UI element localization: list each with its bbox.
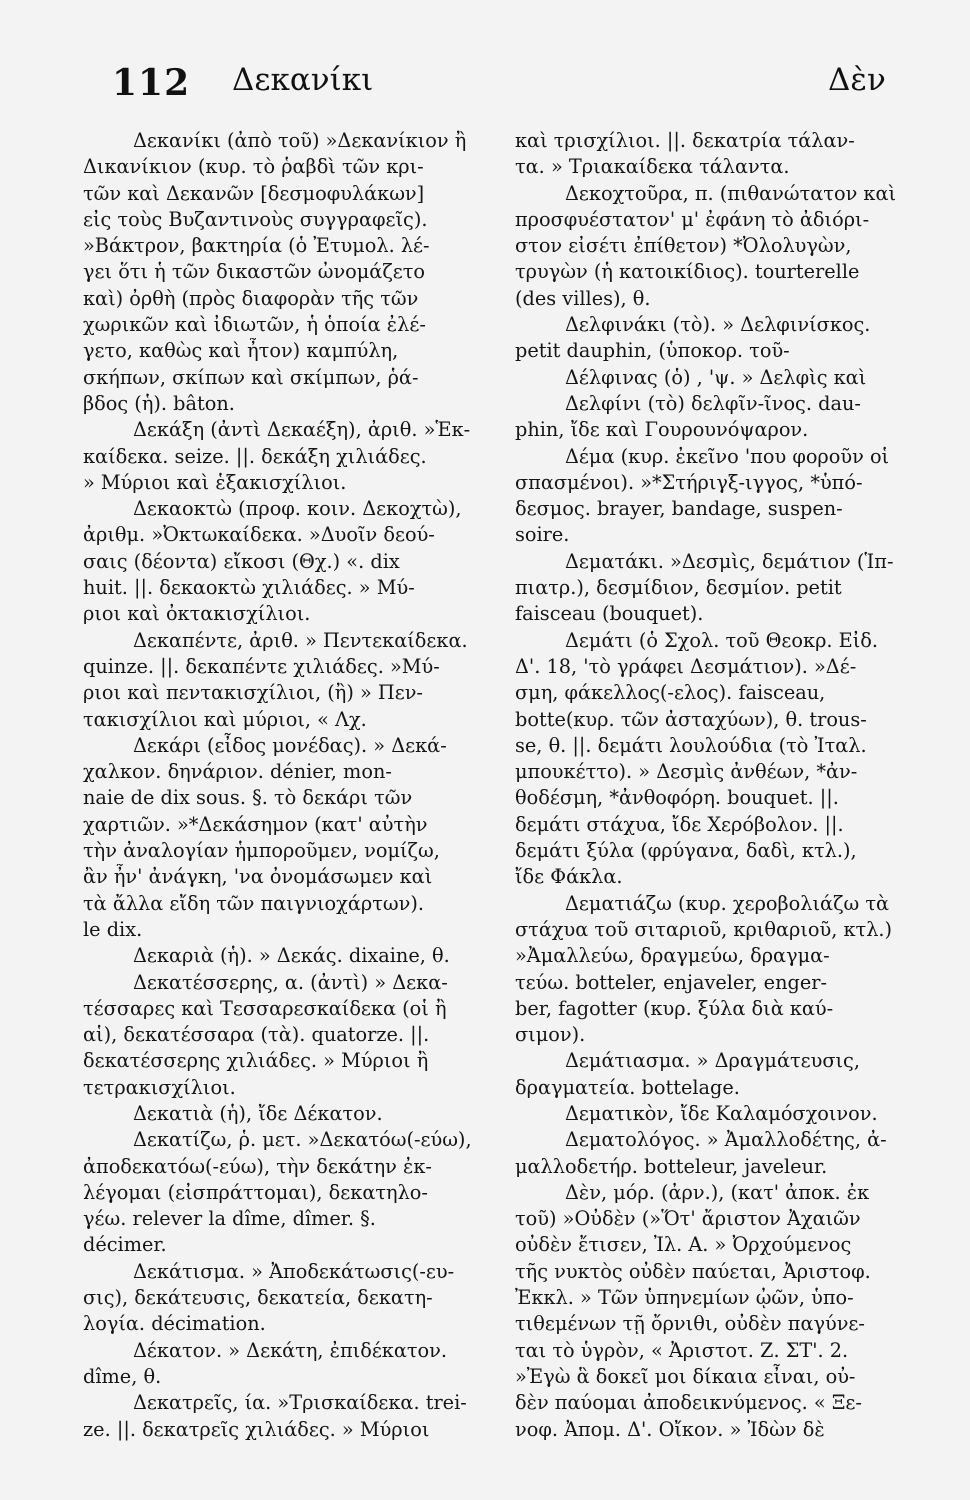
- text-line: στάχυα τοῦ σιταριοῦ, κριθαριοῦ, κτλ.): [515, 917, 893, 941]
- text-line: χαρτιῶν. »*Δεκάσημον (κατ' αὐτὴν: [83, 812, 428, 836]
- text-line: naie de dix sous. §. τὸ δεκάρι τῶν: [83, 786, 413, 810]
- text-line: τεύω. botteler, enjaveler, enger-: [515, 970, 828, 994]
- text-line: θοδέσμη, *ἀνθοφόρη. bouquet. ||.: [515, 786, 839, 810]
- text-line: Δεκατρεῖς, ία. »Τρισκαίδεκα. trei-: [133, 1391, 467, 1415]
- text-line: τετρακισχίλιοι.: [83, 1075, 236, 1099]
- text-line: δεμάτι στάχυα, ἴδε Χερόβολον. ||.: [515, 812, 844, 836]
- text-line: λογία. décimation.: [83, 1312, 266, 1336]
- text-line: ἀριθμ. »Ὀκτωκαίδεκα. »Δυοῖν δεού-: [83, 523, 435, 547]
- text-line: καὶ) ὀρθὴ (πρὸς διαφορὰν τῆς τῶν: [83, 286, 419, 310]
- text-line: Δεκάξη (ἀντὶ Δεκαέξη), ἀριθ. »Ἑκ-: [133, 418, 471, 442]
- text-line: τῶν καὶ Δεκανῶν [δεσμοφυλάκων]: [83, 181, 425, 205]
- text-line: »Ἀμαλλεύω, δραγμεύω, δραγμα-: [515, 944, 830, 968]
- text-line: Δεκάτισμα. » Ἀποδεκάτωσις(-ευ-: [133, 1259, 455, 1283]
- text-line: huit. ||. δεκαοκτὼ χιλιάδες. » Μύ-: [83, 576, 415, 600]
- text-line: δραγματεία. bottelage.: [515, 1075, 740, 1099]
- text-line: botte(κυρ. τῶν ἀσταχύων), θ. trous-: [515, 707, 867, 731]
- text-line: σις), δεκάτευσις, δεκατεία, δεκατη-: [83, 1286, 433, 1310]
- text-line: πιατρ.), δεσμίδιον, δεσμίον. petit: [515, 576, 842, 600]
- text-line: ἀποδεκατόω(-εύω), τὴν δεκάτην ἐκ-: [83, 1154, 432, 1178]
- text-line: (des villes), θ.: [515, 286, 651, 310]
- text-line: γέω. relever la dîme, dîmer. §.: [83, 1207, 376, 1231]
- text-line: ze. ||. δεκατρεῖς χιλιάδες. » Μύριοι: [83, 1417, 430, 1441]
- left-guide-word: Δεκανίκι: [232, 62, 374, 98]
- text-line: Δέκατον. » Δεκάτη, ἐπιδέκατον.: [133, 1338, 447, 1362]
- text-line: Δεκαπέντε, ἀριθ. » Πεντεκαίδεκα.: [133, 628, 468, 652]
- text-line: »Βάκτρον, βακτηρία (ὁ Ἐτυμολ. λέ-: [83, 234, 430, 258]
- text-line: δεκατέσσερης χιλιάδες. » Μύριοι ἢ: [83, 1049, 429, 1073]
- text-line: γει ὅτι ἡ τῶν δικαστῶν ὠνομάζετο: [83, 260, 426, 284]
- text-line: phin, ἴδε καὶ Γουρουνόψαρον.: [515, 418, 809, 442]
- text-line: καίδεκα. seize. ||. δεκάξη χιλιάδες.: [83, 444, 427, 468]
- text-line: dîme, θ.: [83, 1364, 162, 1388]
- text-line: faisceau (bouquet).: [515, 602, 704, 626]
- text-line: Δὲν, μόρ. (ἀρν.), (κατ' ἀποκ. ἐκ: [565, 1180, 870, 1204]
- text-line: Δεκατιὰ (ἡ), ἴδε Δέκατον.: [133, 1101, 383, 1125]
- text-line: Δεμάτιασμα. » Δραγμάτευσις,: [565, 1049, 860, 1073]
- text-line: στον εἰσέτι ἐπίθετον) *Ὀλολυγὼν,: [515, 234, 852, 258]
- text-line: ριοι καὶ ὀκτακισχίλιοι.: [83, 602, 311, 626]
- text-line: Δελφινάκι (τὸ). » Δελφινίσκος.: [565, 313, 871, 337]
- text-line: μπουκέττο). » Δεσμὶς ἀνθέων, *ἀν-: [515, 760, 858, 784]
- text-line: Δεμάτι (ὁ Σχολ. τοῦ Θεοκρ. Εἰδ.: [565, 628, 879, 652]
- text-line: Δέλφινας (ὁ) , 'ψ. » Δελφὶς καὶ: [565, 365, 867, 389]
- text-line: décimer.: [83, 1233, 167, 1257]
- text-line: τὰ ἄλλα εἴδη τῶν παιγνιοχάρτων).: [83, 891, 424, 915]
- text-line: οὐδὲν ἔτισεν, Ἰλ. Α. » Ὀρχούμενος: [515, 1233, 852, 1257]
- text-line: se, θ. ||. δεμάτι λουλούδια (τὸ Ἰταλ.: [515, 733, 867, 757]
- text-line: Δεματικὸν, ἴδε Καλαμόσχοινον.: [565, 1101, 878, 1125]
- text-line: βδος (ἡ). bâton.: [83, 391, 235, 415]
- text-line: σαις (δέοντα) εἴκοσι (Θχ.) «. dix: [83, 549, 400, 573]
- text-line: δεσμος. brayer, bandage, suspen-: [515, 497, 843, 521]
- right-guide-word: Δὲν: [828, 62, 886, 98]
- text-line: τὴν ἀναλογίαν ἡμποροῦμεν, νομίζω,: [83, 839, 440, 863]
- text-line: χαλκον. δηνάριον. dénier, mon-: [83, 760, 392, 784]
- text-line: Δεκάρι (εἶδος μονέδας). » Δεκά-: [133, 733, 447, 757]
- text-line: Δεματάκι. »Δεσμὶς, δεμάτιον (Ἱπ-: [565, 549, 894, 573]
- text-line: σπασμένοι). »*Στήριγξ-ιγγος, *ὑπό-: [515, 470, 863, 494]
- text-line: σκήπων, σκίπων καὶ σκίμπων, ῥά-: [83, 365, 419, 389]
- text-line: Δ'. 18, 'τὸ γράφει Δεσμάτιον). »Δέ-: [515, 654, 857, 678]
- text-line: ἴδε Φάκλα.: [515, 865, 623, 889]
- text-line: δεμάτι ξύλα (φρύγανα, δαδὶ, κτλ.),: [515, 839, 857, 863]
- text-line: Δέμα (κυρ. ἐκεῖνο 'που φοροῦν οἱ: [565, 444, 890, 468]
- text-line: ἂν ἦν' ἀνάγκη, 'να ὀνομάσωμεν καὶ: [83, 865, 433, 889]
- text-line: γετο, καθὼς καὶ ἦτον) καμπύλη,: [83, 339, 399, 363]
- text-line: »Ἐγὼ ἃ δοκεῖ μοι δίκαια εἶναι, οὐ-: [515, 1364, 856, 1388]
- text-line: soire.: [515, 523, 570, 547]
- text-line: τα. » Τριακαίδεκα τάλαντα.: [515, 155, 790, 179]
- text-line: τοῦ) »Οὐδὲν (»Ὅτ' ἄριστον Ἀχαιῶν: [515, 1207, 861, 1231]
- text-line: Δεκατέσσερης, α. (ἀντὶ) » Δεκα-: [133, 970, 448, 994]
- text-line: εἰς τοὺς Βυζαντινοὺς συγγραφεῖς).: [83, 207, 428, 231]
- text-line: Ἐκκλ. » Τῶν ὑπηνεμίων ᾠῶν, ὑπο-: [515, 1286, 854, 1310]
- text-line: νοφ. Ἀπομ. Δ'. Οἴκον. » Ἰδὼν δὲ: [515, 1417, 825, 1441]
- page-number: 112: [112, 62, 191, 104]
- text-line: λέγομαι (εἰσπράττομαι), δεκατηλο-: [83, 1180, 428, 1204]
- text-line: Δεκαριὰ (ἡ). » Δεκάς. dixaine, θ.: [133, 944, 450, 968]
- text-line: ται τὸ ὑγρὸν, « Ἀριστοτ. Ζ. ΣΤ'. 2.: [515, 1338, 849, 1362]
- text-line: petit dauphin, (ὑποκορ. τοῦ-: [515, 339, 790, 363]
- text-line: ριοι καὶ πεντακισχίλιοι, (ἢ) » Πεν-: [83, 681, 423, 705]
- text-line: τιθεμένων τῇ ὄρνιθι, οὐδὲν παγύνε-: [515, 1312, 865, 1336]
- text-line: Δεκανίκι (ἀπὸ τοῦ) »Δεκανίκιον ἢ: [133, 129, 467, 152]
- text-line: τῆς νυκτὸς οὐδὲν παύεται, Ἀριστοφ.: [515, 1259, 871, 1283]
- text-line: αἱ), δεκατέσσαρα (τὰ). quatorze. ||.: [83, 1023, 430, 1047]
- text-line: τρυγὼν (ἡ κατοικίδιος). tourterelle: [515, 260, 860, 284]
- right-column: [515, 128, 933, 1443]
- text-line: le dix.: [83, 917, 143, 941]
- left-column: [83, 128, 498, 1443]
- text-line: μαλλοδετήρ. botteleur, javeleur.: [515, 1154, 828, 1178]
- text-line: Δεκοχτοῦρα, π. (πιθανώτατον καὶ: [565, 181, 897, 205]
- text-line: χωρικῶν καὶ ἰδιωτῶν, ἡ ὁποία ἐλέ-: [83, 313, 426, 337]
- text-line: Δεματολόγος. » Ἀμαλλοδέτης, ἀ-: [565, 1128, 887, 1152]
- text-line: τακισχίλιοι καὶ μύριοι, « Λχ.: [83, 707, 367, 731]
- text-line: προσφυέστατον' μ' ἐφάνη τὸ ἀδιόρι-: [515, 207, 870, 231]
- text-line: Δελφίνι (τὸ) δελφῖν-ῖνος. dau-: [565, 391, 861, 415]
- text-line: quinze. ||. δεκαπέντε χιλιάδες. »Μύ-: [83, 654, 440, 678]
- text-line: Δεκατίζω, ῥ. μετ. »Δεκατόω(-εύω),: [133, 1128, 472, 1152]
- text-line: δὲν παύομαι ἀποδεικνύμενος. « Ξε-: [515, 1391, 862, 1415]
- text-line: τέσσαρες καὶ Τεσσαρεσκαίδεκα (οἱ ἢ: [83, 996, 447, 1020]
- text-line: σιμον).: [515, 1023, 586, 1047]
- text-line: » Μύριοι καὶ ἑξακισχίλιοι.: [83, 470, 347, 494]
- text-line: Δεματιάζω (κυρ. χεροβολιάζω τὰ: [565, 891, 890, 915]
- text-line: καὶ τρισχίλιοι. ||. δεκατρία τάλαν-: [515, 129, 855, 152]
- text-line: Δικανίκιον (κυρ. τὸ ῥαβδὶ τῶν κρι-: [83, 155, 424, 179]
- text-line: σμη, φάκελλος(-ελος). faisceau,: [515, 681, 826, 705]
- text-line: Δεκαοκτὼ (προφ. κοιν. Δεκοχτὼ),: [133, 497, 462, 521]
- text-line: ber, fagotter (κυρ. ξύλα διὰ καύ-: [515, 996, 834, 1020]
